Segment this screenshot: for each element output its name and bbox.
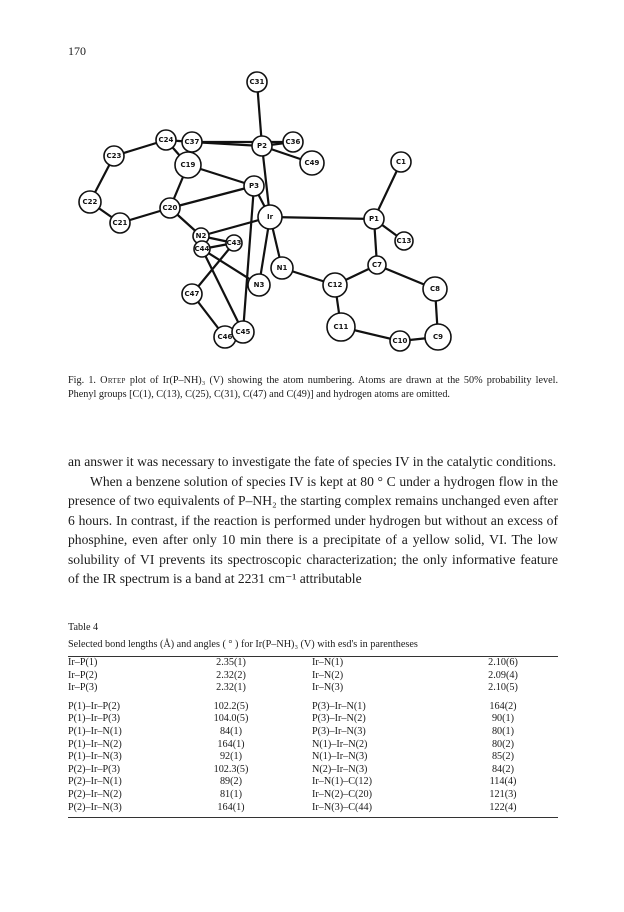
atom-c8	[423, 277, 447, 301]
table-cell-value: 2.09(4)	[488, 669, 518, 681]
table-cell-value: 164(2)	[489, 700, 517, 712]
table-cell-value: 121(3)	[489, 788, 517, 800]
atom-label: C9	[432, 333, 444, 341]
table-cell-value: 84(2)	[491, 763, 515, 775]
atom-c21	[110, 213, 130, 233]
atom-c7	[368, 256, 386, 274]
atom-c24	[156, 130, 176, 150]
atom-label: P1	[368, 215, 380, 223]
table-cell-value: 2.32(1)	[216, 682, 246, 694]
table-cell-bond: Ir–N(1)	[312, 657, 344, 668]
atom-c22	[79, 191, 101, 213]
atom-label: C10	[392, 337, 408, 345]
table-cell-bond: Ir–N(3)–C(44)	[312, 801, 372, 813]
atom-label: C13	[396, 237, 412, 245]
table-row	[68, 802, 558, 815]
table-cell-bond: P(2)–Ir–N(1)	[68, 776, 122, 788]
table-row	[68, 776, 558, 789]
table-cell-bond: P(3)–Ir–N(1)	[312, 700, 366, 712]
table-cell-bond: Ir–N(2)–C(20)	[312, 788, 372, 800]
table-cell-bond: P(1)–Ir–N(1)	[68, 725, 122, 737]
table-cell-bond: P(2)–Ir–N(2)	[68, 788, 122, 800]
table-cell-value: 89(2)	[219, 776, 243, 788]
atom-label: C44	[194, 245, 210, 253]
table-cell-bond: Ir–N(2)	[312, 669, 344, 681]
table-cell-value: 90(1)	[491, 713, 515, 725]
table-cell-bond: Ir–P(1)	[68, 657, 98, 668]
atom-p1	[364, 209, 384, 229]
atom-label: C22	[82, 198, 98, 206]
table-row	[68, 701, 558, 714]
table-row	[68, 789, 558, 802]
atom-label: C43	[226, 239, 242, 247]
atom-label: C20	[162, 204, 178, 212]
atom-label: C37	[184, 138, 200, 146]
atom-c1	[391, 152, 411, 172]
atom-label: C7	[371, 261, 383, 269]
table-cell-bond: Ir–N(1)–C(12)	[312, 776, 372, 788]
table-cell-value: 2.10(5)	[488, 682, 518, 694]
table-cell-bond: Ir–P(2)	[68, 669, 98, 681]
table-cell-value: 114(4)	[489, 776, 517, 788]
table-caption: Selected bond lengths (Å) and angles ( ° ) for Ir(P–NH)₃ (V) with esd's in parentheses	[68, 639, 418, 650]
page-number: 170	[68, 44, 86, 58]
table-cell-bond: P(3)–Ir–N(2)	[312, 713, 366, 725]
atom-label: C11	[333, 323, 349, 331]
table-title: Table 4	[68, 622, 99, 633]
atom-label: C19	[180, 161, 196, 169]
table-cell-bond: Ir–N(3)	[312, 682, 344, 694]
atom-c10	[390, 331, 410, 351]
table-row	[68, 764, 558, 777]
figure-caption-ortep: Ortep	[100, 375, 126, 386]
table-cell-bond: N(2)–Ir–N(3)	[312, 763, 368, 775]
atom-n1	[271, 257, 293, 279]
table-row	[68, 726, 558, 739]
atom-c19	[175, 152, 201, 178]
atom-c43	[226, 235, 242, 251]
figure-caption	[68, 374, 558, 402]
atom-label: C49	[304, 159, 320, 167]
atom-label: N2	[195, 232, 207, 240]
table-row	[68, 751, 558, 764]
atom-p3	[244, 176, 264, 196]
table-cell-value: 104.0(5)	[213, 713, 249, 725]
atom-label: Ir	[266, 213, 274, 221]
table-cell-bond: P(2)–Ir–P(3)	[68, 763, 121, 775]
table-cell-value: 102.3(5)	[213, 763, 249, 775]
table-cell-bond: N(1)–Ir–N(3)	[312, 751, 368, 763]
table-bottom-rule	[68, 817, 558, 818]
figure-caption-text: plot of Ir(P–NH)₃ (V) showing the atom numbering. Atoms are drawn at the 50% probability level. Phenyl groups [C(1), C(13), C(25), C(31), C(47) and C(49)] and hydrogen atoms are omitted.	[68, 375, 558, 400]
atom-label: C24	[158, 136, 174, 144]
atom-c45	[232, 321, 254, 343]
atom-c31	[247, 72, 267, 92]
atom-label: C36	[285, 138, 301, 146]
atom-c20	[160, 198, 180, 218]
paragraph-1: an answer it was necessary to investigate the fate of species IV in the catalytic conditions.	[68, 454, 557, 469]
body-text	[68, 452, 558, 589]
atom-label: C21	[112, 219, 128, 227]
table-cell-bond: Ir–P(3)	[68, 682, 98, 694]
atom-c23	[104, 146, 124, 166]
table-cell-value: 85(2)	[491, 751, 515, 763]
bond-ir-p1	[270, 217, 374, 219]
atom-label: C23	[106, 152, 122, 160]
bond-table	[68, 656, 558, 818]
atom-label: P2	[256, 142, 268, 150]
table-cell-bond: P(1)–Ir–P(2)	[68, 700, 121, 712]
atom-c9	[425, 324, 451, 350]
atom-p2	[252, 136, 272, 156]
atom-label: C46	[217, 333, 233, 341]
atom-c49	[300, 151, 324, 175]
table-cell-value: 2.10(6)	[488, 657, 518, 668]
atom-c37	[182, 132, 202, 152]
atom-label: C8	[429, 285, 441, 293]
atom-label: C12	[327, 281, 343, 289]
table-cell-bond: N(1)–Ir–N(2)	[312, 738, 368, 750]
table-cell-value: 80(1)	[491, 725, 515, 737]
table-cell-value: 102.2(5)	[213, 700, 249, 712]
atom-ir	[258, 205, 282, 229]
table-cell-value: 164(1)	[217, 738, 245, 750]
table-cell-value: 164(1)	[217, 801, 245, 813]
bond-p3-c45	[243, 186, 254, 332]
table-row	[68, 739, 558, 752]
atom-label: N1	[276, 264, 288, 272]
table-cell-value: 81(1)	[219, 788, 243, 800]
table-cell-value: 122(4)	[489, 801, 517, 813]
atom-c47	[182, 284, 202, 304]
atom-label: P3	[248, 182, 260, 190]
ortep-figure	[66, 64, 486, 370]
paragraph-2: When a benzene solution of species IV is kept at 80 ° C under a hydrogen flow in the presence of two equivalents of P–NH₂ the starting complex remains unchanged even after 6 hours. In contrast, if the reaction is performed under hydrogen but without an excess of phosphine, even after only 10 min there is a precipitate of a yellow solid, VI. The low solubility of VI prevents its spectroscopic characterization; the only informative feature of the IR spectrum is a band at 2231 cm⁻¹ attributable	[68, 473, 558, 586]
table-row	[68, 713, 558, 726]
table-row	[68, 657, 558, 670]
table-cell-bond: P(1)–Ir–P(3)	[68, 713, 121, 725]
atom-c11	[327, 313, 355, 341]
atom-c13	[395, 232, 413, 250]
table-cell-value: 92(1)	[219, 751, 243, 763]
ortep-plot	[66, 64, 486, 370]
table-cell-bond: P(3)–Ir–N(3)	[312, 725, 366, 737]
bond-p3-c20	[170, 186, 254, 208]
table-cell-bond: P(1)–Ir–N(2)	[68, 738, 122, 750]
atom-c12	[323, 273, 347, 297]
table-row	[68, 682, 558, 695]
table-cell-value: 2.35(1)	[216, 657, 246, 668]
table-row	[68, 670, 558, 683]
atom-label: N3	[253, 281, 265, 289]
table-cell-value: 80(2)	[491, 738, 515, 750]
atom-label: C47	[184, 290, 200, 298]
table-cell-value: 2.32(2)	[216, 669, 246, 681]
table-cell-value: 84(1)	[219, 725, 243, 737]
atom-c44	[194, 241, 210, 257]
table-cell-bond: P(1)–Ir–N(3)	[68, 751, 122, 763]
bond-table-grid	[68, 657, 558, 814]
atom-c36	[283, 132, 303, 152]
atom-label: C45	[235, 328, 251, 336]
figure-caption-prefix: Fig. 1.	[68, 375, 101, 386]
table-cell-bond: P(2)–Ir–N(3)	[68, 801, 122, 813]
atom-label: C31	[249, 78, 265, 86]
atom-n3	[248, 274, 270, 296]
atom-label: C1	[395, 158, 407, 166]
